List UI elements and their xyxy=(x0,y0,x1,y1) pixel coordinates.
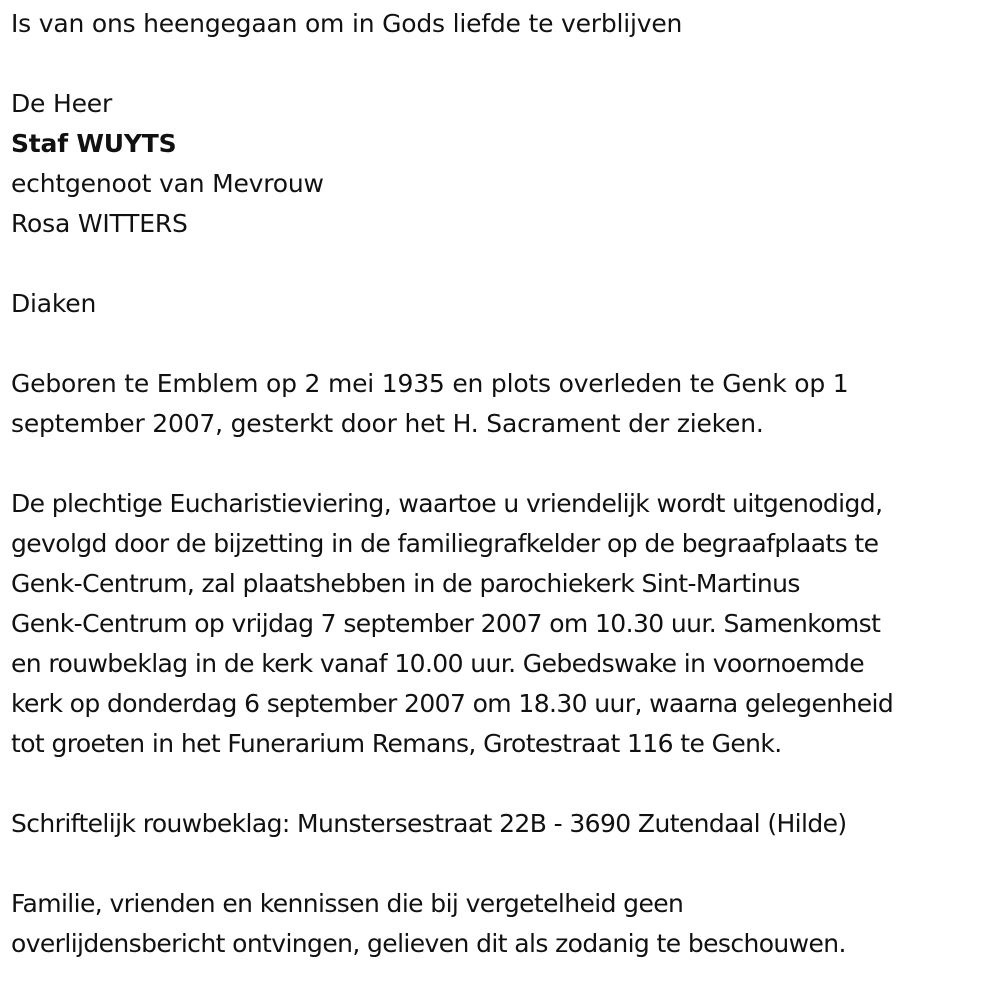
paragraph-line: gevolgd door de bijzetting in de familiegrafkelder op de begraafplaats te xyxy=(11,529,879,558)
paragraph-line: overlijdensbericht ontvingen, gelieven dit als zodanig te beschouwen. xyxy=(11,929,846,958)
closing-paragraph xyxy=(11,884,995,964)
paragraph-line: en rouwbeklag in de kerk vanaf 10.00 uur. Gebedswake in voornoemde xyxy=(11,649,865,678)
spacer xyxy=(11,444,995,484)
paragraph-line: Genk-Centrum op vrijdag 7 september 2007 om 10.30 uur. Samenkomst xyxy=(11,609,881,638)
spacer xyxy=(11,244,995,284)
paragraph-line: september 2007, gesterkt door het H. Sacrament der zieken. xyxy=(11,409,764,438)
paragraph-line: Geboren te Emblem op 2 mei 1935 en plots overleden te Genk op 1 xyxy=(11,369,849,398)
paragraph-line: De plechtige Eucharistieviering, waartoe u vriendelijk wordt uitgenodigd, xyxy=(11,489,883,518)
paragraph-line: tot groeten in het Funerarium Remans, Grotestraat 116 te Genk. xyxy=(11,729,782,758)
spacer xyxy=(11,324,995,364)
deceased-name: Staf WUYTS xyxy=(11,129,177,158)
honorific-title: De Heer xyxy=(11,89,113,118)
spouse-relation: echtgenoot van Mevrouw xyxy=(11,169,324,198)
role-text: Diaken xyxy=(11,289,97,318)
birth-death-paragraph xyxy=(11,364,995,444)
obituary-notice xyxy=(11,4,995,964)
paragraph-line: kerk op donderdag 6 september 2007 om 18.30 uur, waarna gelegenheid xyxy=(11,689,894,718)
paragraph-line: Familie, vrienden en kennissen die bij vergetelheid geen xyxy=(11,889,684,918)
spacer xyxy=(11,844,995,884)
intro-text: Is van ons heengegaan om in Gods liefde te verblijven xyxy=(11,9,683,38)
spouse-name: Rosa WITTERS xyxy=(11,209,188,238)
spacer xyxy=(11,764,995,804)
spacer xyxy=(11,44,995,84)
condolence-address: Schriftelijk rouwbeklag: Munstersestraat 22B - 3690 Zutendaal (Hilde) xyxy=(11,809,847,838)
paragraph-line: Genk-Centrum, zal plaatshebben in de parochiekerk Sint-Martinus xyxy=(11,569,800,598)
ceremony-paragraph xyxy=(11,484,995,764)
